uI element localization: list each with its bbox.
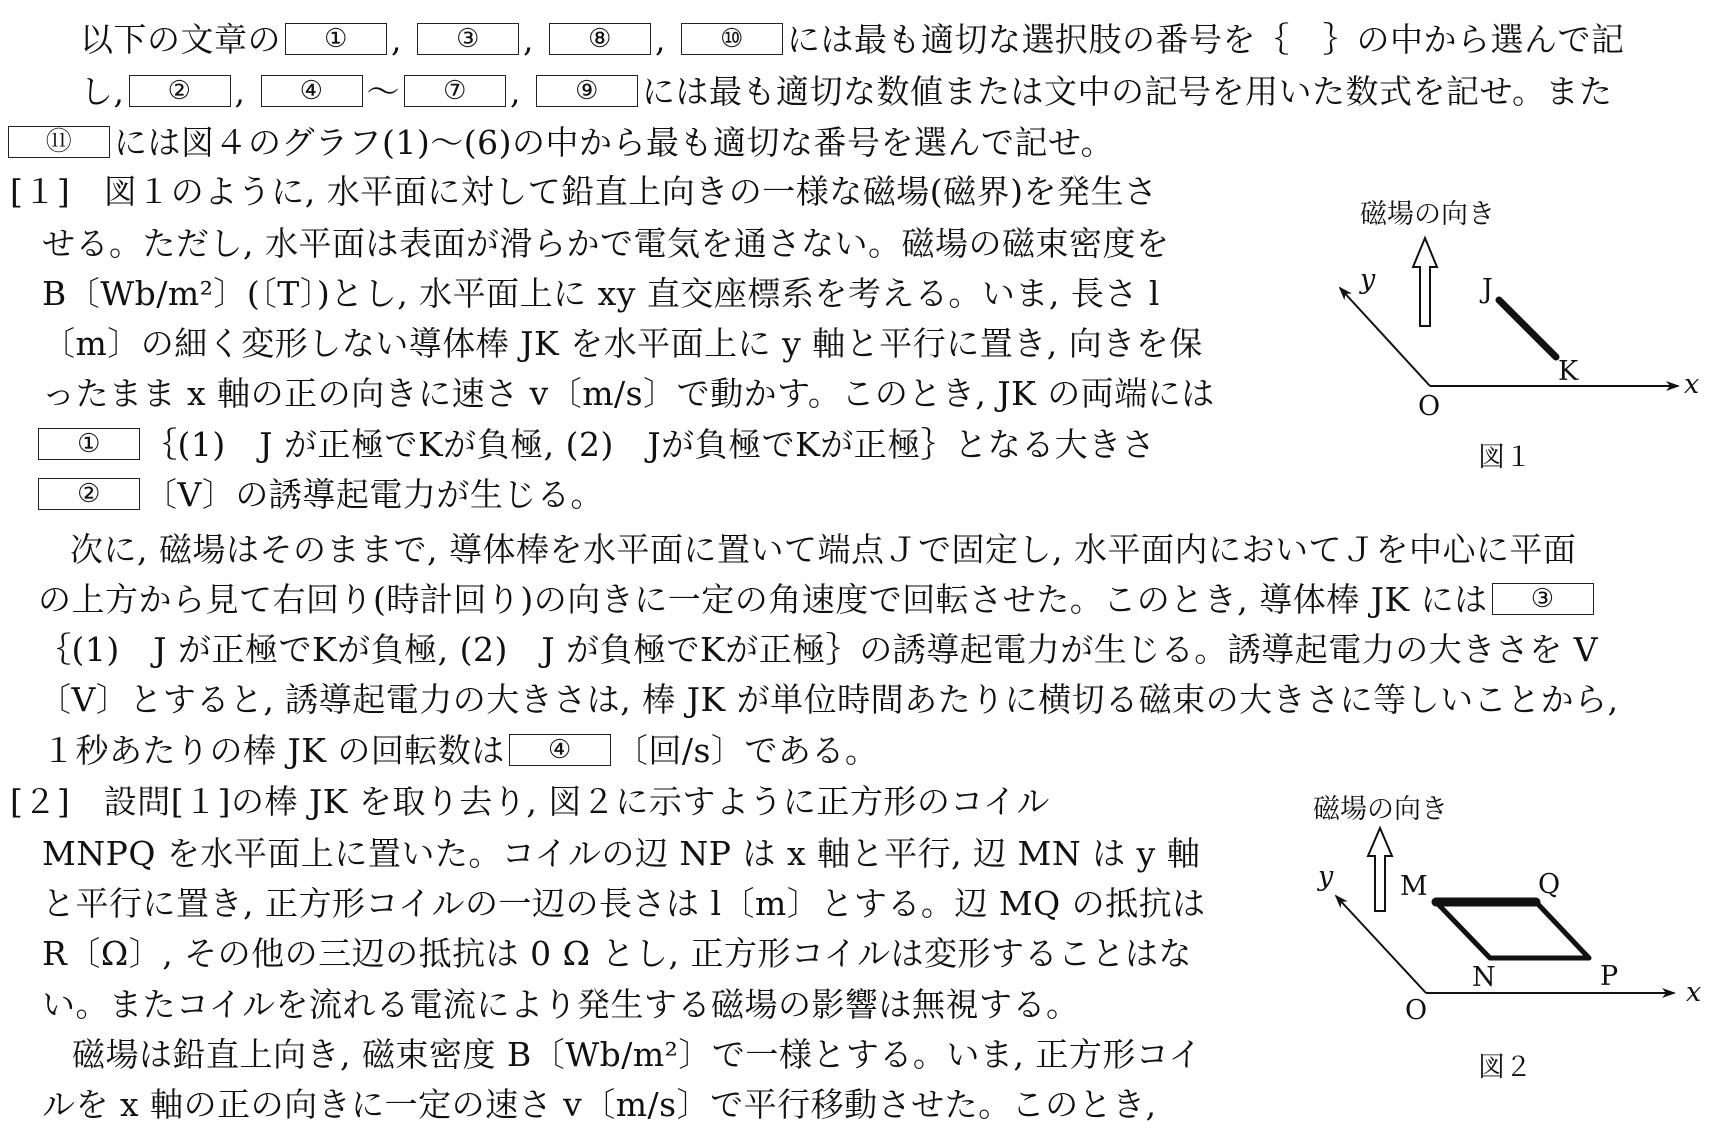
point-j-label: J [1482, 274, 1493, 305]
section1-line-3: B〔Wb/m²〕(〔T〕)とし, 水平面上に xy 直交座標系を考える。いま, 長さ l [42, 274, 1160, 313]
section1-para2-line-1: 次に, 磁場はそのままで, 導体棒を水平面に置いて端点Ｊで固定し, 水平面内においてＪを中心に平面 [70, 530, 1577, 569]
figure-2-field-direction-label: 磁場の向き [1313, 794, 1448, 825]
field-arrow-icon [1368, 828, 1392, 911]
x-axis-label: x [1684, 369, 1700, 400]
figure-2-point-p-label: P [1600, 961, 1619, 992]
section1-line-1: [１] 図１のように, 水平面に対して鉛直上向きの一様な磁場(磁界)を発生さ [10, 172, 1158, 211]
answer-box-11: ⑪ [8, 126, 110, 158]
section2-line-6: 磁場は鉛直上向き, 磁束密度 B〔Wb/m²〕で一様とする。いま, 正方形コイ [72, 1035, 1202, 1074]
section1-para2-line-3: ｛(1) J が正極でKが負極, (2) J が負極でKが正極｝の誘導起電力が生じる。誘導起電力の大きさを V [38, 630, 1599, 669]
y-axis [1340, 288, 1430, 386]
y-axis-label: y [1360, 264, 1376, 295]
point-k-label: K [1558, 356, 1579, 387]
section2-line-5: い。またコイルを流れる電流により発生する磁場の影響は無視する。 [42, 985, 1080, 1024]
coil-mnpq [1436, 902, 1589, 958]
figure-2 [1300, 780, 1721, 1100]
answer-box-4: ④ [509, 734, 611, 766]
figure-2-point-n-label: N [1472, 962, 1496, 993]
field-direction-label: 磁場の向き [1360, 199, 1495, 230]
intro-line-2: し, ② , ④ ～ ⑦ , ⑨ には最も適切な数値または文中の記号を用いた数式を記せ。また [80, 72, 1613, 111]
section2-line-1: [２] 設問[１]の棒 JK を取り去り, 図２に示すように正方形のコイル [10, 782, 1050, 821]
figure-1 [1300, 195, 1721, 475]
answer-box-2: ② [129, 75, 231, 107]
answer-box-8: ⑧ [549, 23, 651, 55]
origin-label: O [1418, 391, 1441, 422]
figure-2-point-q-label: Q [1538, 869, 1561, 900]
answer-box-9: ⑨ [536, 75, 638, 107]
answer-box-3: ③ [1492, 583, 1594, 615]
figure-1-diagram [1300, 195, 1721, 475]
section1-line-2: せる。ただし, 水平面は表面が滑らかで電気を通さない。磁場の磁束密度を [42, 224, 1170, 263]
figure-2-caption: 図２ [1478, 1052, 1532, 1083]
answer-box-3: ③ [417, 23, 519, 55]
answer-box-7: ⑦ [404, 75, 506, 107]
field-arrow-icon [1413, 238, 1437, 326]
section2-line-3: と平行に置き, 正方形コイルの一辺の長さは l〔m〕とする。辺 MQ の抵抗は [42, 884, 1206, 923]
section1-para2-line-2: の上方から見て右回り(時計回り)の向きに一定の角速度で回転させた。このとき, 導体棒 JK には ③ [38, 578, 1598, 622]
answer-box-10: ⑩ [681, 23, 783, 55]
section1-para2-line-5: １秒あたりの棒 JK の回転数は ④ 〔回/s〕である。 [42, 731, 879, 770]
section1-para2-line-4: 〔V〕とすると, 誘導起電力の大きさは, 棒 JK が単位時間あたりに横切る磁束の大きさに等しいことから, [38, 680, 1619, 719]
section2-line-2: MNPQ を水平面上に置いた。コイルの辺 NP は x 軸と平行, 辺 MN は y 軸 [42, 834, 1201, 873]
figure-1-caption: 図１ [1478, 442, 1532, 473]
figure-2-point-m-label: M [1400, 871, 1428, 902]
section1-line-7: ② 〔V〕の誘導起電力が生じる。 [38, 473, 604, 517]
section1-line-4: 〔m〕の細く変形しない導体棒 JK を水平面上に y 軸と平行に置き, 向きを保 [42, 324, 1203, 363]
answer-box-4: ④ [261, 75, 363, 107]
intro-line-1: 以下の文章の ① , ③ , ⑧ , ⑩ には最も適切な選択肢の番号を｛ ｝の中から選んで記 [80, 20, 1625, 59]
section2-label: [２] [10, 782, 71, 821]
section1-line-6: ① ｛(1) J が正極でKが負極, (2) Jが負極でKが正極｝となる大きさ [38, 423, 1155, 467]
intro-line-3: ⑪ には図４のグラフ(1)～(6)の中から最も適切な番号を選んで記せ。 [8, 121, 1114, 165]
answer-box-2: ② [38, 478, 140, 510]
figure-2-origin-label: O [1405, 995, 1428, 1026]
answer-box-1: ① [285, 23, 387, 55]
section1-label: [１] [10, 172, 71, 211]
figure-2-x-axis-label: x [1686, 977, 1702, 1008]
intro-text: には最も適切な選択肢の番号を｛ ｝の中から選んで記 [787, 20, 1625, 59]
intro-text: 以下の文章の [80, 20, 281, 59]
figure-2-y-axis-label: y [1318, 861, 1334, 892]
section2-line-4: R〔Ω〕, その他の三辺の抵抗は 0 Ω とし, 正方形コイルは変形することはな [42, 934, 1193, 973]
answer-box-1: ① [38, 428, 140, 460]
rod-jk [1499, 300, 1556, 357]
section1-line-5: ったまま x 軸の正の向きに速さ v〔m/s〕で動かす。このとき, JK の両端には [42, 374, 1215, 413]
section2-line-7: ルを x 軸の正の向きに一定の速さ v〔m/s〕で平行移動させた。このとき, [42, 1085, 1157, 1124]
